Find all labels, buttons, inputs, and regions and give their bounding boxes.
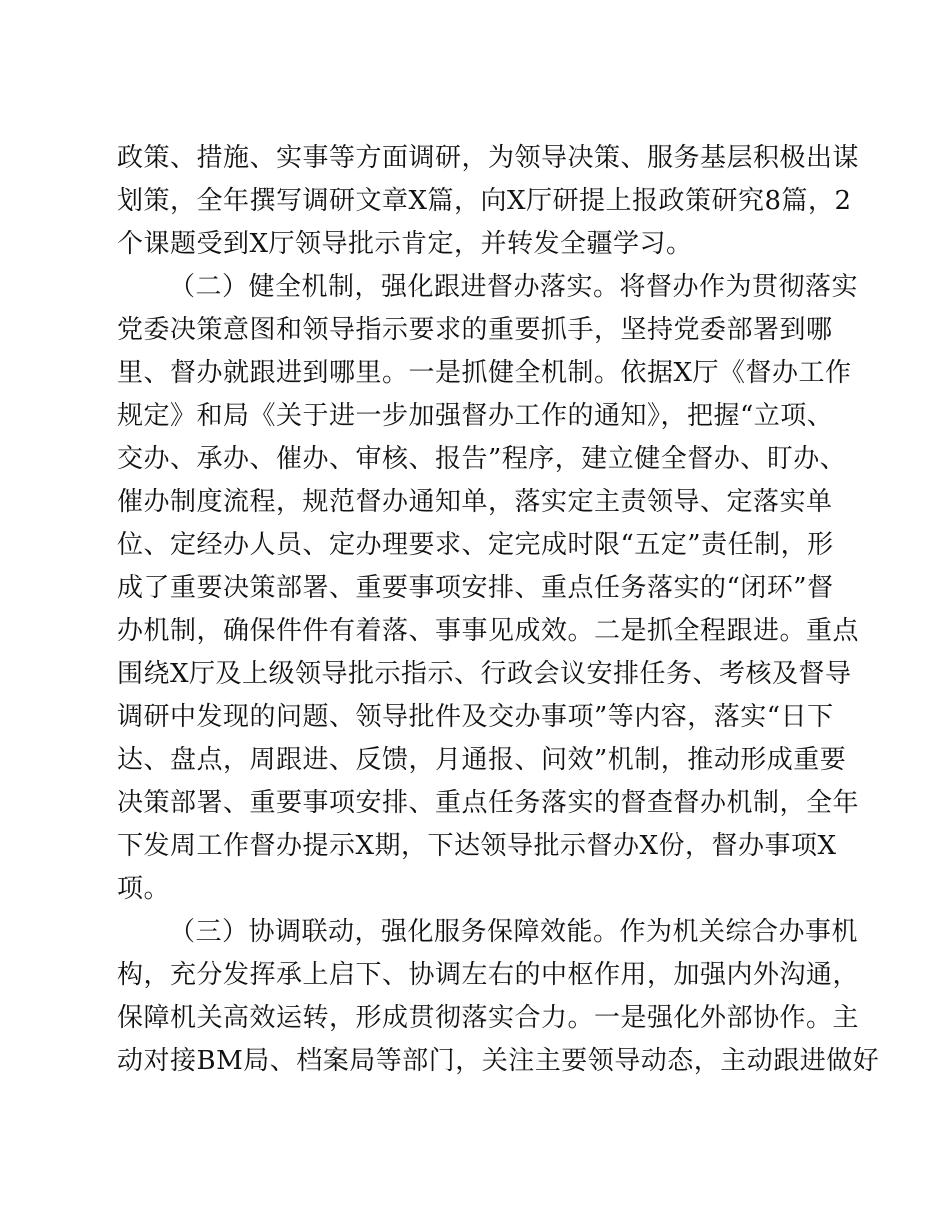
text-line: 划策，全年撰写调研文章X篇，向X厅研提上报政策研究8篇，2: [117, 186, 852, 216]
text-line: 政策、措施、实事等方面调研，为领导决策、服务基层积极出谋: [117, 143, 860, 173]
body-text: [117, 137, 880, 1083]
text-line: 决策部署、重要事项安排、重点任务落实的督查督办机制，全年: [117, 788, 860, 818]
text-line: 动对接BM局、档案局等部门，关注主要领导动态，主动跟进做好: [117, 1046, 880, 1076]
text-line: 下发周工作督办提示X期，下达领导批示督办X份，督办事项X: [117, 831, 837, 861]
text-line: 保障机关高效运转，形成贯彻落实合力。一是强化外部协作。主: [117, 1003, 860, 1033]
text-line: 调研中发现的问题、领导批件及交办事项”等内容，落实“日下: [117, 702, 834, 732]
text-line: 成了重要决策部署、重要事项安排、重点任务落实的“闭环”督: [117, 573, 834, 603]
text-line: 围绕X厅及上级领导批示指示、行政会议安排任务、考核及督导: [117, 659, 852, 689]
text-line: 交办、承办、催办、审核、报告”程序，建立健全督办、盯办、: [117, 444, 847, 474]
text-line: 构，充分发挥承上启下、协调左右的中枢作用，加强内外沟通，: [117, 960, 860, 990]
text-line: 规定》和局《关于进一步加强督办工作的通知》，把握“立项、: [117, 401, 834, 431]
text-line: 项。: [117, 874, 171, 904]
section-heading-line: （二）健全机制，强化跟进督办落实。将督办作为贯彻落实: [169, 272, 859, 302]
text-line: 催办制度流程，规范督办通知单，落实定主责领导、定落实单: [117, 487, 833, 517]
text-line: 达、盘点，周跟进、反馈，月通报、问效”机制，推动形成重要: [117, 745, 847, 775]
text-line: 办机制，确保件件有着落、事事见成效。二是抓全程跟进。重点: [117, 616, 860, 646]
text-line: 位、定经办人员、定办理要求、定完成时限“五定”责任制，形: [117, 530, 834, 560]
text-line: 个课题受到X厅领导批示肯定，并转发全疆学习。: [117, 229, 693, 259]
text-line: 党委决策意图和领导指示要求的重要抓手，坚持党委部署到哪: [117, 315, 833, 345]
text-line: 里、督办就跟进到哪里。一是抓健全机制。依据X厅《督办工作: [117, 358, 852, 388]
section-heading-line: （三）协调联动，强化服务保障效能。作为机关综合办事机: [169, 917, 859, 947]
